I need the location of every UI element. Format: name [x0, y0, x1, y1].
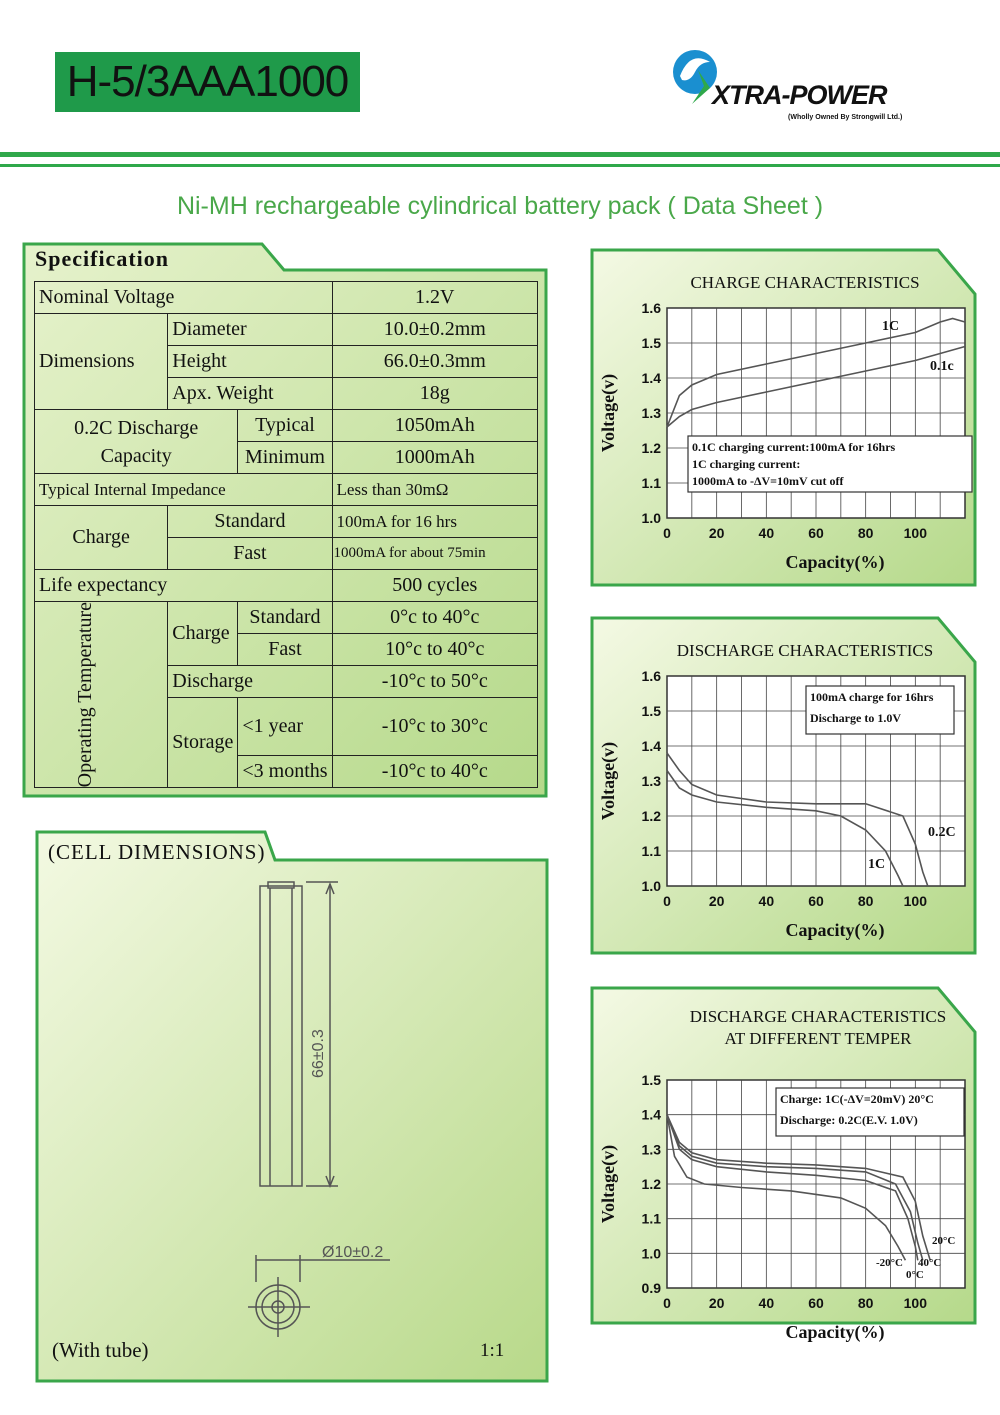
x-tick-label: 80: [857, 1295, 874, 1311]
note-text: Discharge: 0.2C(E.V. 1.0V): [780, 1113, 918, 1127]
x-tick-label: 0: [663, 525, 671, 541]
series-label: 0.1c: [930, 359, 954, 374]
y-tick-label: 1.0: [641, 1245, 661, 1262]
y-tick-label: 1.4: [641, 1106, 661, 1123]
x-tick-label: 20: [708, 893, 725, 909]
y-tick-label: 1.2: [641, 808, 661, 824]
spec-value: -10°c to 30°c: [332, 698, 537, 756]
chart-title: DISCHARGE CHARACTERISTICS: [676, 641, 934, 660]
spec-label: Dimensions: [35, 314, 168, 410]
with-tube-note: (With tube): [52, 1338, 149, 1362]
x-axis-label: Capacity(%): [785, 1322, 885, 1342]
x-tick-label: 100: [903, 893, 928, 909]
spec-sublabel: Height: [168, 346, 332, 378]
diameter-dimension: Ø10±0.2: [322, 1244, 384, 1261]
chart-title: DISCHARGE CHARACTERISTICS: [689, 1007, 947, 1026]
y-tick-label: 1.4: [641, 370, 661, 386]
y-axis-label: Voltage(v): [598, 373, 618, 453]
spec-value: 100mA for 16 hrs: [332, 506, 537, 538]
y-tick-label: 1.0: [641, 878, 661, 894]
y-tick-label: 1.1: [641, 843, 661, 859]
spec-sublabel: Discharge: [168, 666, 332, 698]
y-tick-label: 1.1: [641, 475, 661, 491]
spec-value: 10.0±0.2mm: [332, 314, 537, 346]
x-tick-label: 60: [808, 525, 824, 541]
spec-title: Specification: [35, 246, 169, 271]
spec-value: 18g: [332, 378, 537, 410]
spec-label: Life expectancy: [35, 570, 333, 602]
spec-value: -10°c to 50°c: [332, 666, 537, 698]
series-label: 0.2C: [928, 825, 956, 840]
x-tick-label: 100: [903, 1295, 928, 1311]
series-label: 1C: [868, 857, 886, 872]
x-tick-label: 0: [663, 893, 671, 909]
y-axis-label: Voltage(v): [598, 741, 618, 821]
x-tick-label: 40: [758, 893, 775, 909]
spec-sublabel: Typical: [238, 410, 332, 442]
spec-sublabel: Standard: [168, 506, 332, 538]
drawing-scale: 1:1: [480, 1340, 505, 1361]
spec-value: 1000mAh: [332, 442, 537, 474]
spec-value: 1050mAh: [332, 410, 537, 442]
y-tick-label: 1.6: [641, 668, 661, 684]
y-tick-label: 1.4: [641, 738, 661, 754]
spec-sublabel: Minimum: [238, 442, 332, 474]
x-tick-label: 80: [857, 893, 874, 909]
series-label: 20°C: [932, 1235, 956, 1247]
x-tick-label: 40: [758, 1295, 775, 1311]
spec-sublabel: <1 year: [238, 698, 332, 756]
page-subtitle: Ni-MH rechargeable cylindrical battery pack ( Data Sheet ): [176, 192, 824, 220]
x-axis-label: Capacity(%): [785, 920, 885, 940]
spec-sublabel: Fast: [238, 634, 332, 666]
spec-sublabel: Apx. Weight: [168, 378, 332, 410]
y-axis-label: Voltage(v): [598, 1144, 618, 1224]
y-tick-label: 0.9: [641, 1280, 661, 1296]
y-tick-label: 1.3: [641, 405, 661, 421]
brand-name: XTRA-POWER: [712, 80, 887, 110]
series-label: 1C: [882, 319, 900, 334]
spec-label: Charge: [35, 506, 168, 570]
y-tick-label: 1.2: [641, 440, 661, 456]
spec-value: 10°c to 40°c: [332, 634, 537, 666]
y-tick-label: 1.5: [641, 1072, 661, 1088]
spec-label: Nominal Voltage: [35, 282, 333, 314]
series-label: 40°C: [918, 1257, 942, 1269]
spec-sublabel: Charge: [168, 602, 238, 666]
spec-label: Typical Internal Impedance: [35, 474, 333, 506]
y-tick-label: 1.5: [641, 335, 661, 351]
spec-value: Less than 30mΩ: [332, 474, 537, 506]
spec-value: 0°c to 40°c: [332, 602, 537, 634]
brand-subtitle: (Wholly Owned By Strongwill Ltd.): [788, 114, 903, 121]
y-tick-label: 1.0: [641, 510, 661, 526]
x-tick-label: 60: [808, 1295, 824, 1311]
operating-temp-label: Operating Temperature: [74, 602, 97, 788]
series-label: -20°C: [876, 1257, 904, 1269]
y-tick-label: 1.5: [641, 703, 661, 719]
spec-label: 0.2C Discharge Capacity: [35, 410, 238, 474]
y-tick-label: 1.3: [641, 1141, 661, 1158]
cell-title: (CELL DIMENSIONS): [48, 840, 266, 864]
spec-value: 500 cycles: [332, 570, 537, 602]
chart-title-line2: AT DIFFERENT TEMPER: [724, 1029, 912, 1048]
x-tick-label: 20: [708, 525, 725, 541]
note-text: 100mA charge for 16hrs: [810, 690, 934, 704]
series-label: 0°C: [906, 1269, 924, 1281]
note-text: 1000mA to -ΔV=10mV cut off: [692, 474, 844, 488]
y-tick-label: 1.6: [641, 300, 661, 316]
x-tick-label: 40: [758, 525, 775, 541]
spec-value: -10°c to 40°c: [332, 756, 537, 788]
note-text: 0.1C charging current:100mA for 16hrs: [692, 440, 896, 454]
x-axis-label: Capacity(%): [785, 552, 885, 572]
spec-value: 66.0±0.3mm: [332, 346, 537, 378]
y-tick-label: 1.3: [641, 773, 661, 789]
spec-value: 1000mA for about 75min: [332, 538, 537, 570]
x-tick-label: 20: [708, 1295, 725, 1311]
note-text: Charge: 1C(-ΔV=20mV) 20°C: [780, 1092, 934, 1106]
note-text: Discharge to 1.0V: [810, 711, 901, 725]
note-text: 1C charging current:: [692, 457, 801, 471]
x-tick-label: 0: [663, 1295, 671, 1311]
x-tick-label: 80: [857, 525, 874, 541]
spec-sublabel: Standard: [238, 602, 332, 634]
y-tick-label: 1.1: [641, 1210, 661, 1227]
spec-value: 1.2V: [332, 282, 537, 314]
x-tick-label: 100: [903, 525, 928, 541]
spec-sublabel: Storage: [168, 698, 238, 788]
spec-sublabel: <3 months: [238, 756, 332, 788]
model-title: H-5/3AAA1000: [55, 52, 360, 112]
spec-sublabel: Fast: [168, 538, 332, 570]
chart-title: CHARGE CHARACTERISTICS: [690, 273, 920, 292]
spec-sublabel: Diameter: [168, 314, 332, 346]
height-dimension: 66±0.3: [310, 1029, 327, 1078]
x-tick-label: 60: [808, 893, 824, 909]
y-tick-label: 1.2: [641, 1176, 661, 1192]
